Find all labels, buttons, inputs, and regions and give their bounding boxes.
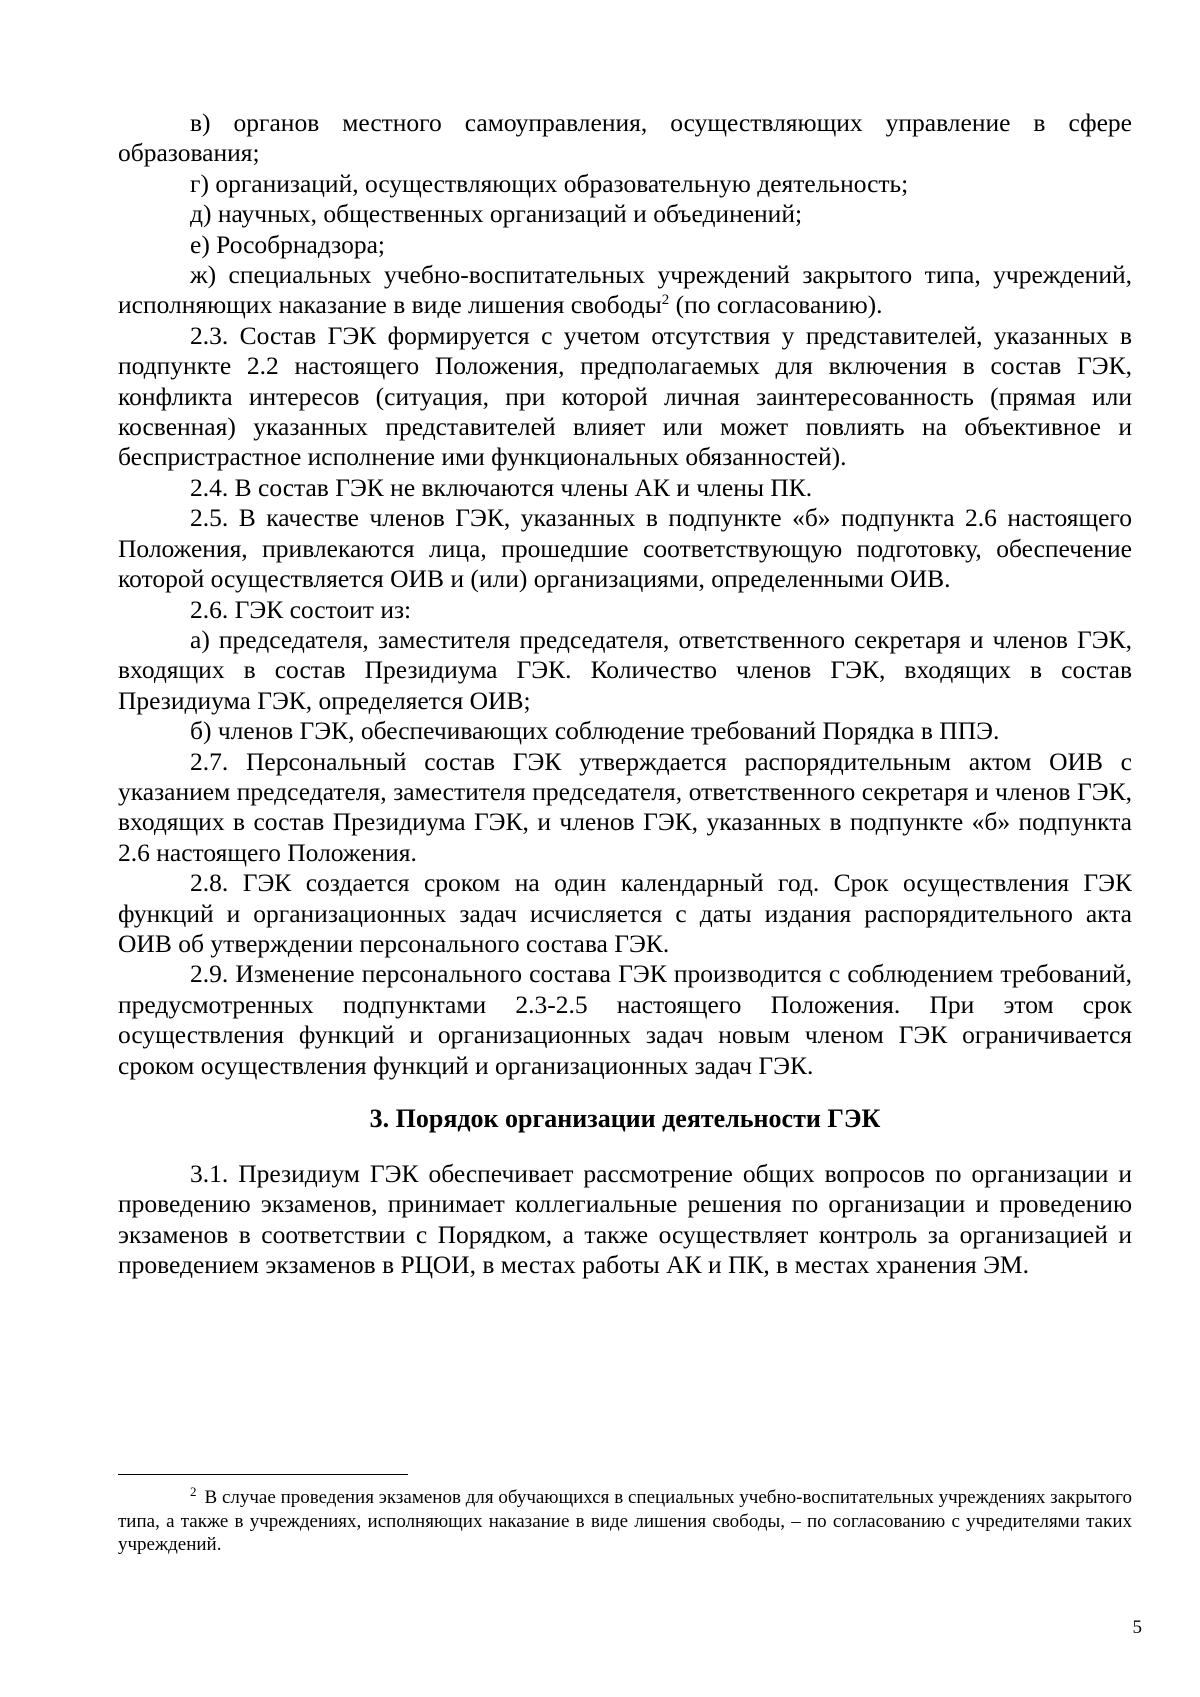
paragraph-3-1: 3.1. Президиум ГЭК обеспечивает рассмотрение общих вопросов по организации и проведению экзаменов, принимает коллегиальные решения по организации и проведению экзаменов в соответствии с Порядком, а также осуществляет контроль за организацией и проведением экзаменов в РЦОИ, в местах работы АК и ПК, в местах хранения ЭМ. (118, 1159, 1132, 1280)
paragraph-2-6-a: а) председателя, заместителя председателя, ответственного секретаря и членов ГЭК, входящих в состав Президиума ГЭК. Количество членов ГЭК, входящих в состав Президиума ГЭК, определяется ОИВ; (118, 624, 1132, 715)
page-number: 5 (1132, 1617, 1142, 1638)
paragraph-item-v: в) органов местного самоуправления, осуществляющих управление в сфере образования; (118, 108, 1132, 168)
paragraph-2-7: 2.7. Персональный состав ГЭК утверждается распорядительным актом ОИВ с указанием председателя, заместителя председателя, ответственного секретаря и членов ГЭК, входящих в состав Президиума ГЭК, и членов ГЭК, указанных в подпункте «б» подпункта 2.6 настоящего Положения. (118, 746, 1132, 867)
paragraph-item-zh-tail: (по согласованию). (669, 290, 883, 320)
paragraph-2-9: 2.9. Изменение персонального состава ГЭК производится с соблюдением требований, предусмотренных подпунктами 2.3-2.5 настоящего Положения. При этом срок осуществления функций и организационных задач новым членом ГЭК ограничивается сроком осуществления функций и организационных задач ГЭК. (118, 959, 1132, 1080)
paragraph-item-e: е) Рособрнадзора; (190, 229, 385, 259)
paragraph-2-6-b: б) членов ГЭК, обеспечивающих соблюдение требований Порядка в ППЭ. (190, 716, 1000, 746)
paragraph-item-d: д) научных, общественных организаций и объединений; (190, 199, 803, 229)
footnote-text: В случае проведения экзаменов для обучающихся в специальных учебно-воспитательных учреждениях закрытого типа, а также в учреждениях, исполняющих наказание в виде лишения свободы, – по согласованию с учредителями таких учреждений. (118, 1487, 1132, 1555)
footnote-divider (118, 1474, 408, 1475)
paragraph-2-3: 2.3. Состав ГЭК формируется с учетом отсутствия у представителей, указанных в подпункте 2.2 настоящего Положения, предполагаемых для включения в состав ГЭК, конфликта интересов (ситуация, при которой личная заинтересованность (прямая или косвенная) указанных представителей влияет или может повлиять на объективное и беспристрастное исполнение ими функциональных обязанностей). (118, 320, 1132, 472)
section-heading: 3. Порядок организации деятельности ГЭК (369, 1104, 881, 1133)
footnote-reference[interactable]: 2 (661, 292, 670, 309)
paragraph-2-6: 2.6. ГЭК состоит из: (190, 594, 412, 624)
footnote-mark: 2 (190, 1484, 197, 1499)
paragraph-item-zh-text: ж) специальных учебно-воспитательных учреждений закрытого типа, учреждений, исполняющих наказание в виде лишения свободы (118, 260, 1132, 320)
paragraph-2-4: 2.4. В состав ГЭК не включаются члены АК и члены ПК. (190, 472, 813, 502)
paragraph-item-g: г) организаций, осуществляющих образовательную деятельность; (190, 168, 909, 198)
paragraph-2-5: 2.5. В качестве членов ГЭК, указанных в подпункте «б» подпункта 2.6 настоящего Положения, привлекаются лица, прошедшие соответствующую подготовку, обеспечение которой осуществляется ОИВ и (или) организациями, определенными ОИВ. (118, 503, 1132, 594)
document-page (118, 108, 1132, 1281)
paragraph-2-8: 2.8. ГЭК создается сроком на один календарный год. Срок осуществления ГЭК функций и организационных задач исчисляется с даты издания распорядительного акта ОИВ об утверждении персонального состава ГЭК. (118, 868, 1132, 958)
footnote (118, 1486, 1132, 1557)
paragraph-item-zh (118, 260, 1132, 321)
